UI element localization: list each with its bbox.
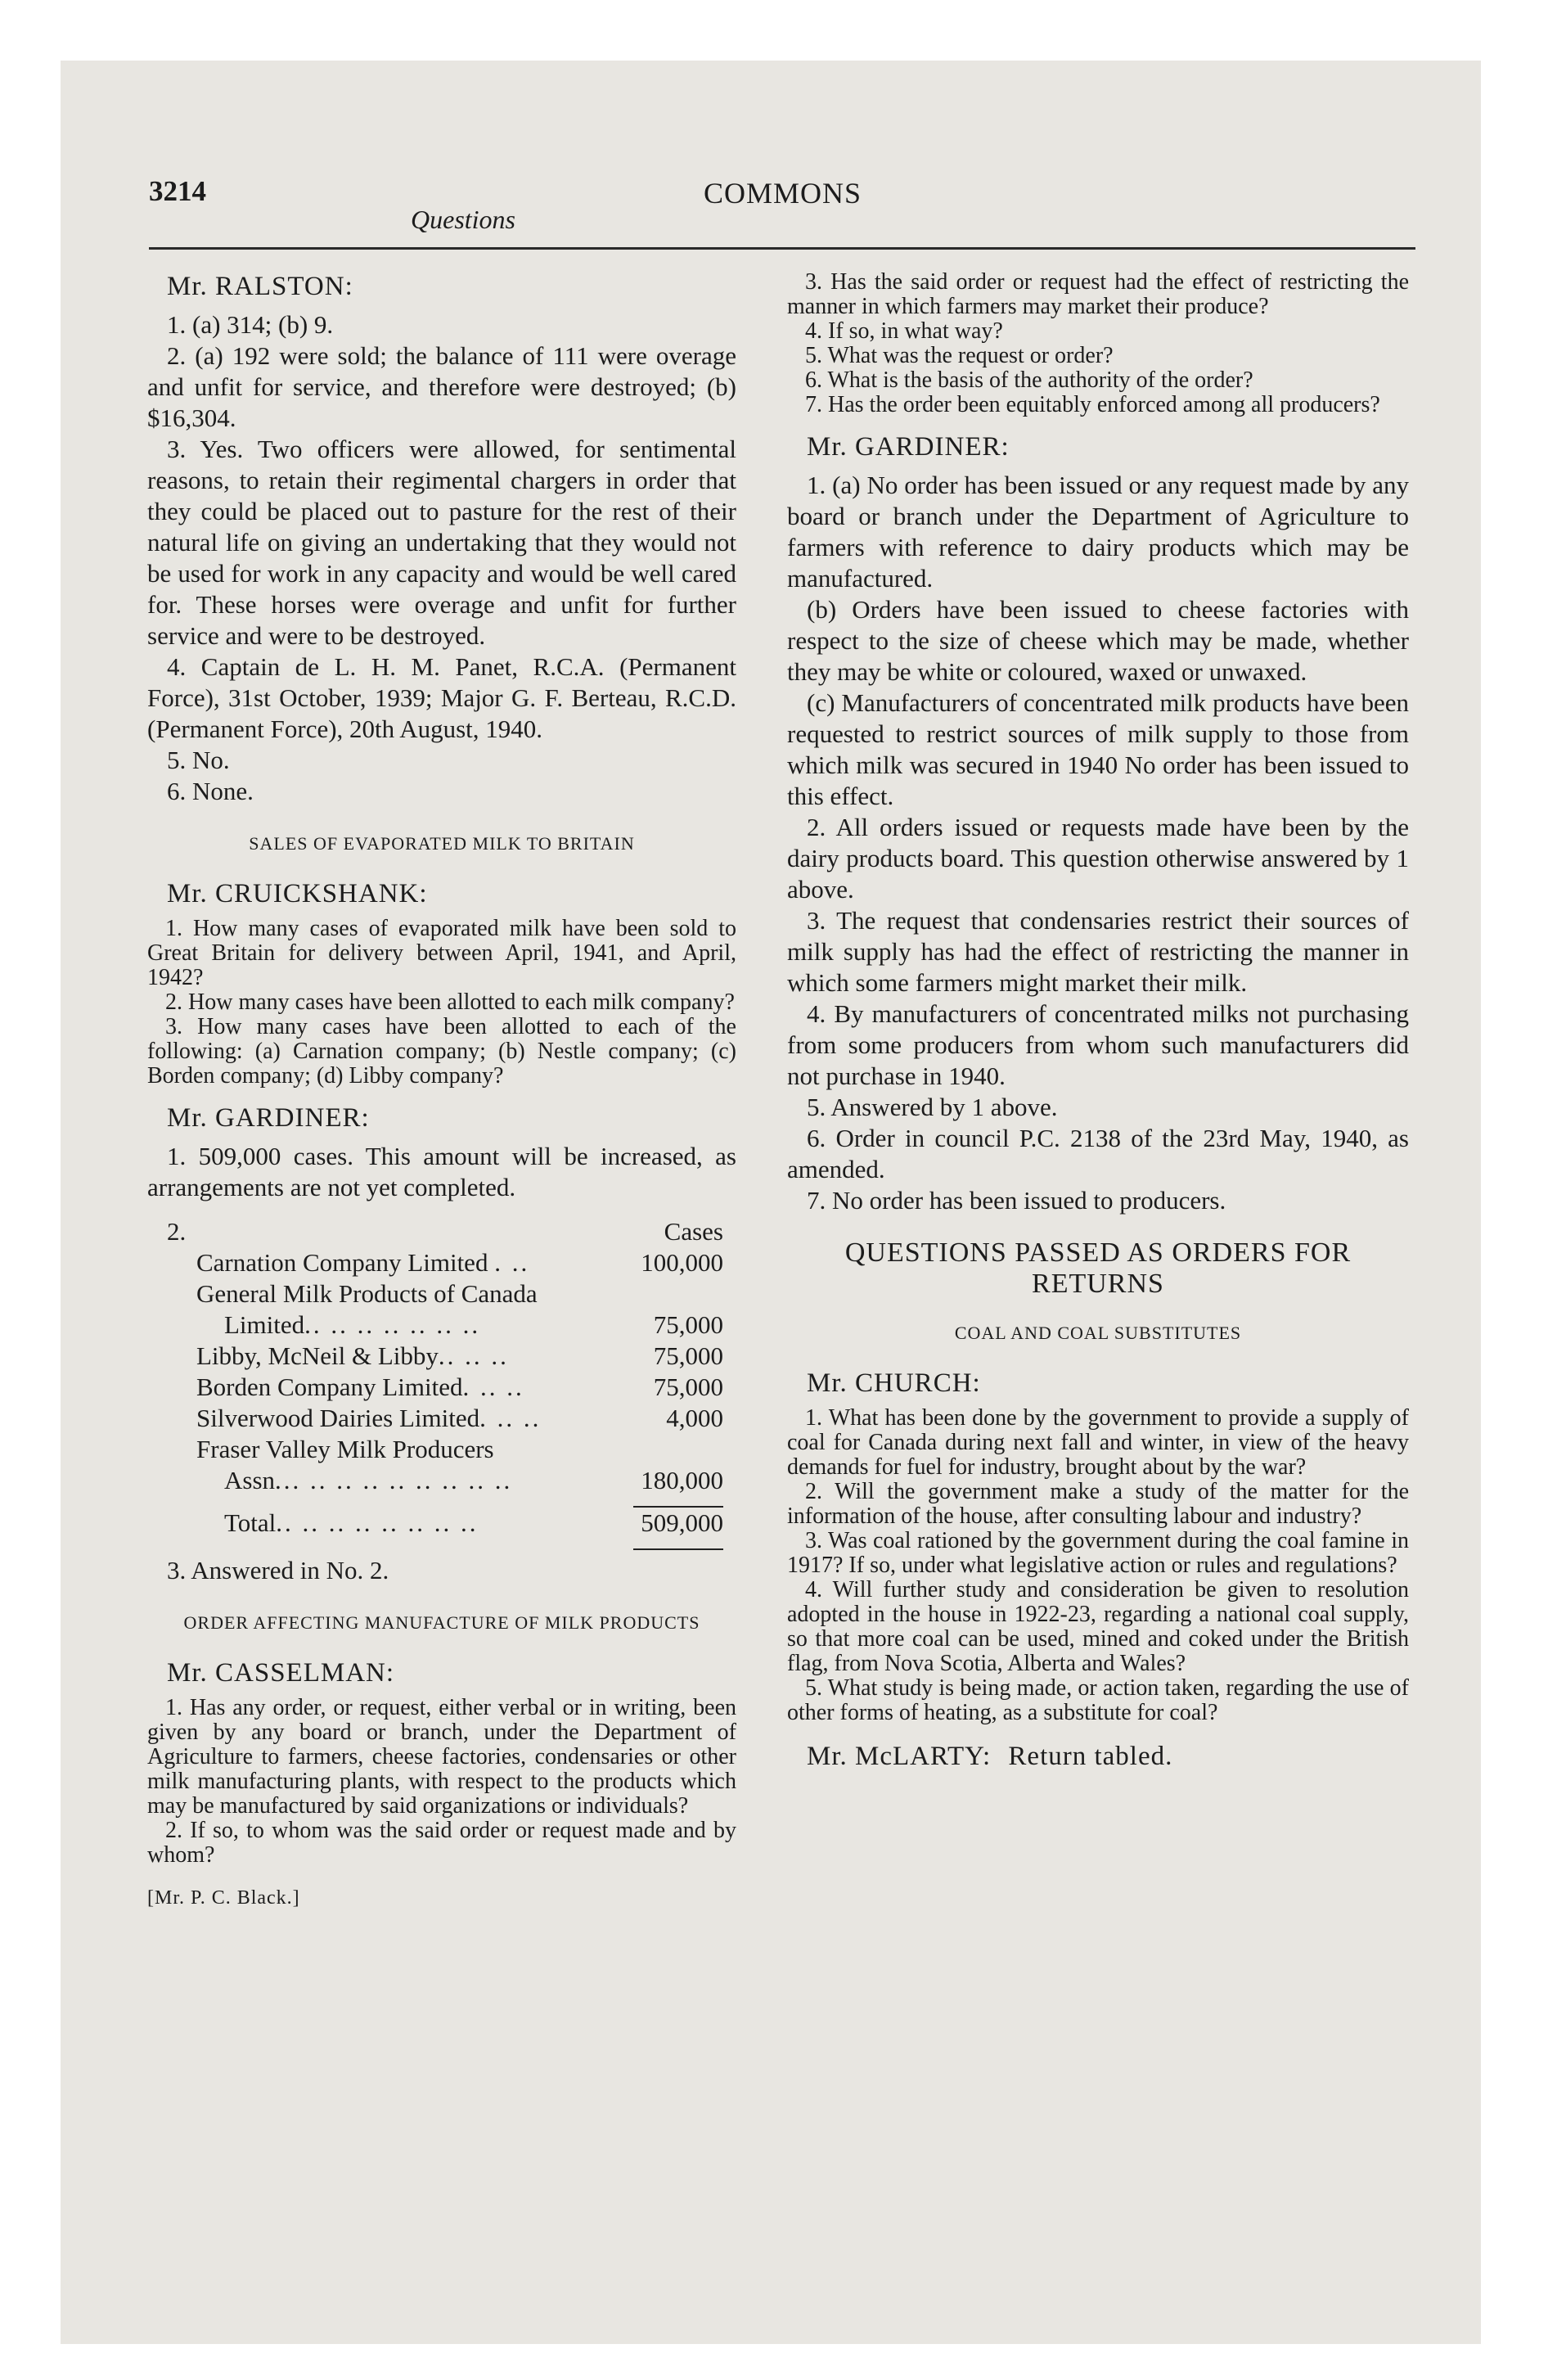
question-paragraph: 4. Will further study and consideration be given to resolution adopted in the house in 1922-23, regarding a national coal supply, so that more coal can be used, mined and coked under the British flag, from Nova Scotia, Alberta and Wales? <box>787 1577 1409 1676</box>
cases-table <box>167 1216 723 1550</box>
question-paragraph: 4. If so, in what way? <box>805 318 1003 344</box>
answer-paragraph: 3. Yes. Two officers were allowed, for sentimental reasons, to retain their regimental chargers in order that they could be placed out to pasture for the rest of their natural life on giving an undertaking that they would not be used for work in any capacity and would be well cared for. These horses were overage and unfit for further service and were to be destroyed. <box>147 435 736 650</box>
speaker-line <box>807 1740 1409 1773</box>
leader-dots: .. .. .. .. .. .. .. <box>304 1310 481 1339</box>
leader-dots: .. .. .. <box>438 1341 509 1370</box>
answer-paragraph: 4. Captain de L. H. M. Panet, R.C.A. (Permanent Force), 31st October, 1939; Major G. F. Berteau, R.C.D. (Permanent Force), 20th August, 1940. <box>147 652 736 743</box>
cases-value: 4,000 <box>666 1404 723 1432</box>
total-value: 509,000 <box>641 1508 723 1537</box>
cases-value: 100,000 <box>641 1248 723 1277</box>
answer-paragraph: 4. By manufacturers of concentrated milks not purchasing from some producers from whom such manufacturers did not purchase in 1940. <box>787 999 1409 1090</box>
question-paragraph: 5. What was the request or order? <box>805 343 1114 368</box>
answer-paragraph: 6. None. <box>167 777 254 805</box>
house-title: COMMONS <box>704 177 862 210</box>
subject-heading: COAL AND COAL SUBSTITUTES <box>954 1323 1242 1343</box>
answer-paragraph: 2. All orders issued or requests made have been by the dairy products board. This question otherwise answered by 1 above. <box>787 813 1409 904</box>
subject-heading: SALES OF EVAPORATED MILK TO BRITAIN <box>249 833 635 854</box>
question-paragraph: 6. What is the basis of the authority of the order? <box>805 367 1253 393</box>
header-rule <box>149 247 1415 250</box>
table-row <box>167 1341 723 1372</box>
table-row <box>167 1247 723 1278</box>
answer-paragraph: 1. (a) 314; (b) 9. <box>167 310 334 339</box>
leader-dots: . .. <box>494 1248 530 1277</box>
total-rule <box>633 1548 723 1550</box>
company-name: General Milk Products of Canada <box>196 1279 538 1308</box>
answer-paragraph: 3. Answered in No. 2. <box>167 1556 389 1584</box>
speaker-name: Mr. GARDINER: <box>807 432 1010 462</box>
question-paragraph: 3. How many cases have been allotted to each of the following: (a) Carnation company; (b) Nestle company; (c) Borden company; (d) Libby company? <box>147 1014 736 1089</box>
table-row <box>167 1278 723 1309</box>
page-footer: [Mr. P. C. Black.] <box>147 1887 300 1909</box>
total-label: Total <box>224 1508 277 1537</box>
table-row <box>167 1309 723 1341</box>
question-paragraph: 7. Has the order been equitably enforced among all producers? <box>805 392 1380 417</box>
table-row <box>167 1372 723 1403</box>
leader-dots: . .. .. <box>462 1373 524 1401</box>
question-paragraph: 2. If so, to whom was the said order or request made and by whom? <box>147 1818 736 1868</box>
table-total-row <box>167 1508 723 1539</box>
section-title: Questions <box>411 205 515 234</box>
answer-paragraph: 1. (a) No order has been issued or any request made by any board or branch under the Department of Agriculture to farmers with reference to dairy products which may be manufactured. <box>787 471 1409 593</box>
speaker-name: Mr. GARDINER: <box>167 1103 370 1133</box>
speaker-name: Mr. McLARTY: <box>807 1742 992 1771</box>
answer-paragraph: 6. Order in council P.C. 2138 of the 23rd May, 1940, as amended. <box>787 1124 1409 1183</box>
company-name: Assn <box>224 1466 276 1494</box>
company-name: Carnation Company Limited <box>196 1248 488 1277</box>
question-paragraph: 3. Has the said order or request had the effect of restricting the manner in which farmers may market their produce? <box>787 269 1409 319</box>
company-name: Limited <box>224 1310 305 1339</box>
table-row <box>167 1434 723 1465</box>
speaker-name: Mr. RALSTON: <box>167 272 353 301</box>
leader-dots: ... .. .. .. .. .. .. .. .. <box>275 1466 513 1494</box>
question-paragraph: 1. How many cases of evaporated milk have been sold to Great Britain for delivery between April, 1941, and April, 1942? <box>147 916 736 990</box>
cases-value: 180,000 <box>641 1466 723 1494</box>
answer-paragraph: (c) Manufacturers of concentrated milk products have been requested to restrict sources of milk supply to those from which milk was secured in 1940 No order has been issued to this effect. <box>787 688 1409 810</box>
cases-value: 75,000 <box>653 1341 723 1370</box>
answer-paragraph: 3. The request that condensaries restrict their sources of milk supply has had the effect of restricting the manner in which some farmers might market their milk. <box>787 906 1409 997</box>
cases-value: 75,000 <box>653 1310 723 1339</box>
question-paragraph: 2. Will the government make a study of the matter for the information of the house, after consulting labour and industry? <box>787 1479 1409 1529</box>
cases-value: 75,000 <box>653 1373 723 1401</box>
section-heading: QUESTIONS PASSED AS ORDERS FOR RETURNS <box>844 1237 1352 1299</box>
speaker-reply: Return tabled. <box>1008 1742 1173 1771</box>
answer-paragraph: (b) Orders have been issued to cheese factories with respect to the size of cheese which may be made, whether they may be white or coloured, waxed or unwaxed. <box>787 595 1409 686</box>
subject-heading: ORDER AFFECTING MANUFACTURE OF MILK PRODUCTS <box>183 1612 700 1633</box>
question-paragraph: 5. What study is being made, or action taken, regarding the use of other forms of heating, as a substitute for coal? <box>787 1675 1409 1725</box>
question-paragraph: 1. What has been done by the government to provide a supply of coal for Canada during next fall and winter, in view of the heavy demands for fuel for industry, brought about by the war? <box>787 1405 1409 1480</box>
speaker-name: Mr. CHURCH: <box>807 1368 981 1398</box>
left-column <box>147 270 736 1909</box>
table-rule-row <box>167 1496 723 1508</box>
answer-paragraph: 2. (a) 192 were sold; the balance of 111 were overage and unfit for service, and therefore were destroyed; (b) $16,304. <box>147 341 736 432</box>
right-column <box>787 270 1409 1779</box>
table-rule-row <box>167 1539 723 1550</box>
answer-paragraph: 7. No order has been issued to producers. <box>807 1186 1226 1215</box>
company-name: Borden Company Limited <box>196 1373 463 1401</box>
table-item-number: 2. <box>167 1217 187 1246</box>
answer-paragraph: 5. Answered by 1 above. <box>807 1093 1058 1121</box>
company-name: Fraser Valley Milk Producers <box>196 1435 494 1463</box>
answer-paragraph: 5. No. <box>167 746 230 774</box>
speaker-name: Mr. CASSELMAN: <box>167 1658 395 1688</box>
question-paragraph: 2. How many cases have been allotted to each milk company? <box>165 989 735 1015</box>
table-header-row <box>167 1216 723 1247</box>
answer-paragraph: 1. 509,000 cases. This amount will be increased, as arrangements are not yet completed. <box>147 1142 736 1201</box>
question-paragraph: 1. Has any order, or request, either verbal or in writing, been given by any board or branch, under the Department of Agriculture to farmers, cheese factories, condensaries or other milk manufacturing plants, with respect to the products which may be manufactured by said organizations or individuals? <box>147 1695 736 1819</box>
company-name: Libby, McNeil & Libby <box>196 1341 439 1370</box>
table-column-header: Cases <box>664 1217 723 1246</box>
company-name: Silverwood Dairies Limited <box>196 1404 480 1432</box>
table-row <box>167 1465 723 1496</box>
leader-dots: .. .. .. .. .. .. .. .. <box>276 1508 479 1537</box>
question-paragraph: 3. Was coal rationed by the government during the coal famine in 1917? If so, under what legislative action or rules and regulations? <box>787 1528 1409 1578</box>
speaker-name: Mr. CRUICKSHANK: <box>167 879 428 908</box>
leader-dots: . .. .. <box>479 1404 542 1432</box>
table-row <box>167 1403 723 1434</box>
page-number: 3214 <box>149 175 206 207</box>
